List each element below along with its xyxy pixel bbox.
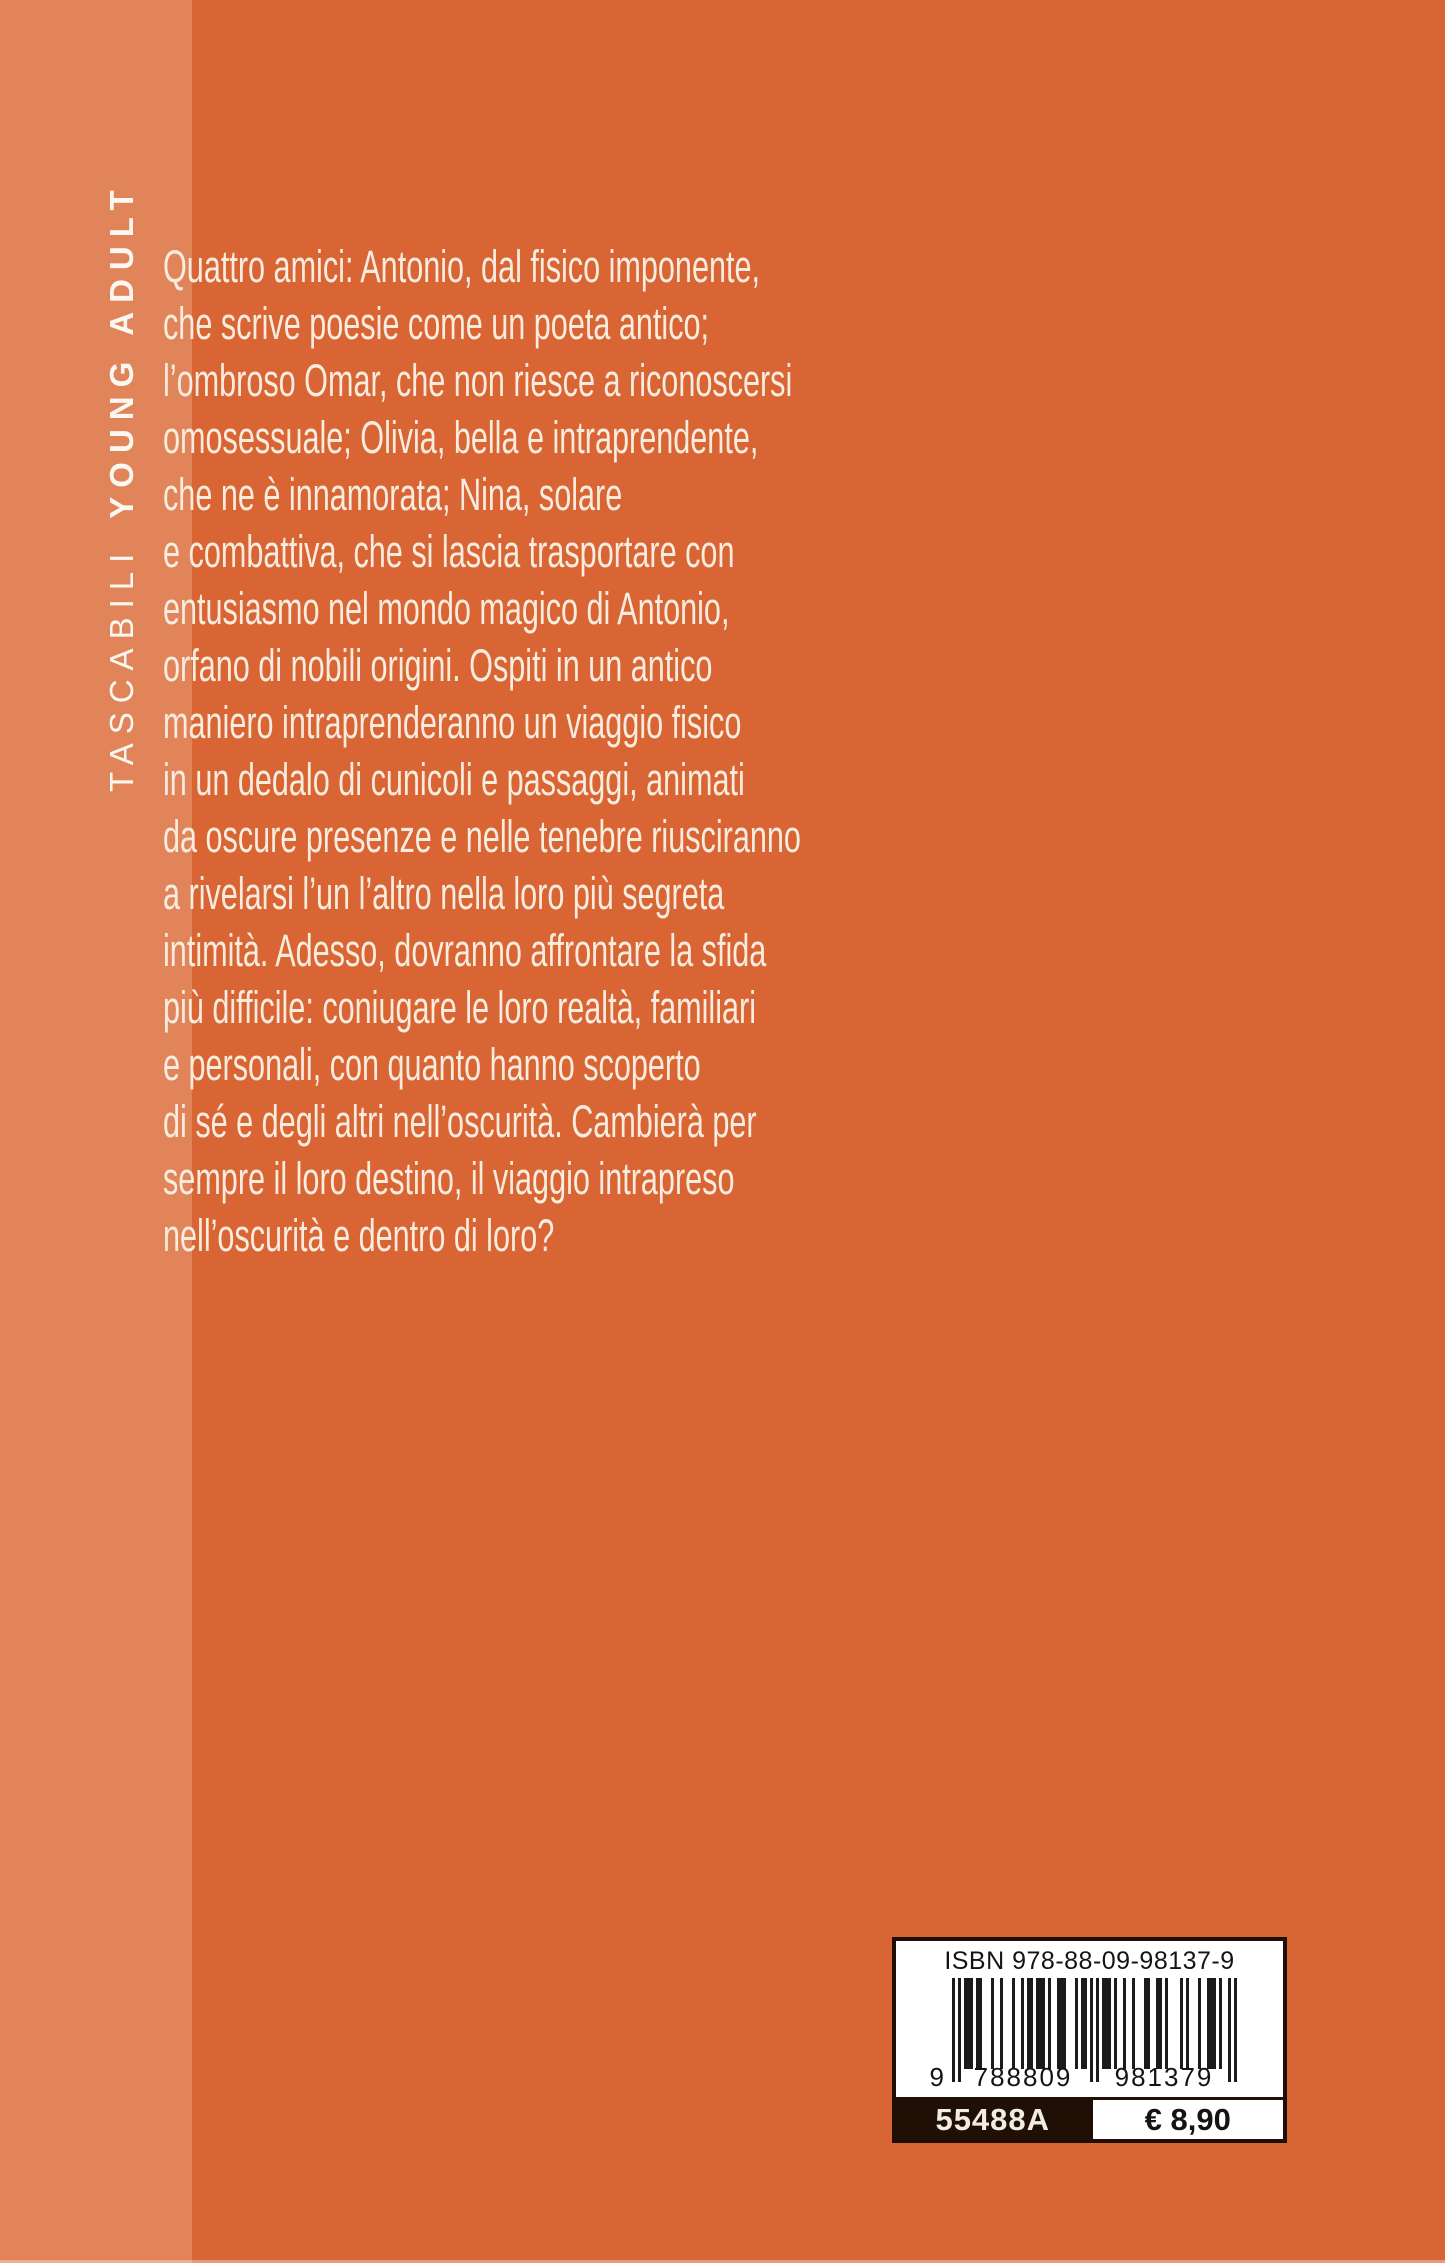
price-row — [896, 2097, 1283, 2139]
blurb-line: orfano di nobili origini. Ospiti in un antico — [163, 640, 713, 691]
barcode-block — [892, 1937, 1287, 2143]
blurb-line: da oscure presenze e nelle tenebre riusciranno — [163, 811, 801, 862]
barcode-digit-lead: 9 — [929, 2062, 944, 2092]
blurb-line: di sé e degli altri nell’oscurità. Cambierà per — [163, 1096, 757, 1147]
blurb-line: intimità. Adesso, dovranno affrontare la sfida — [163, 925, 767, 976]
blurb-line: e personali, con quanto hanno scoperto — [163, 1039, 701, 1090]
blurb-line: che ne è innamorata; Nina, solare — [163, 469, 623, 520]
blurb-line: nell’oscurità e dentro di loro? — [163, 1210, 555, 1261]
barcode — [896, 1976, 1283, 2097]
blurb-line: l’ombroso Omar, che non riesce a riconoscersi — [163, 355, 793, 406]
blurb-text — [163, 238, 870, 1264]
barcode-digits-right: 981379 — [1114, 2062, 1214, 2092]
blurb-line: più difficile: coniugare le loro realtà, familiari — [163, 982, 757, 1033]
series-label — [100, 181, 144, 792]
edition-code: 55488A — [896, 2100, 1090, 2139]
isbn-label: ISBN 978-88-09-98137-9 — [944, 1947, 1235, 1975]
blurb-line: omosessuale; Olivia, bella e intraprendente, — [163, 412, 759, 463]
collection-name: TASCABILI — [103, 544, 140, 792]
blurb-line: maniero intraprenderanno un viaggio fisico — [163, 697, 742, 748]
series-name: YOUNG ADULT — [103, 181, 140, 519]
blurb-line: in un dedalo di cunicoli e passaggi, animati — [163, 754, 745, 805]
blurb-line: che scrive poesie come un poeta antico; — [163, 298, 710, 349]
blurb-line: e combattiva, che si lascia trasportare con — [163, 526, 735, 577]
price: € 8,90 — [1090, 2100, 1284, 2139]
blurb-line: a rivelarsi l’un l’altro nella loro più segreta — [163, 868, 725, 919]
barcode-digits-left: 788809 — [973, 2062, 1073, 2092]
blurb-line: entusiasmo nel mondo magico di Antonio, — [163, 583, 730, 634]
blurb-line: sempre il loro destino, il viaggio intrapreso — [163, 1153, 735, 1204]
blurb-line: Quattro amici: Antonio, dal fisico imponente, — [163, 241, 761, 292]
